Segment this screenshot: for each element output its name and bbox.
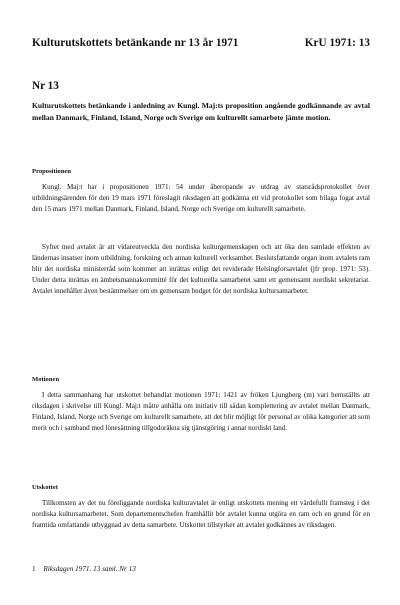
footer-source: Riksdagen 1971. 13 saml. Nr 13 [43,565,136,573]
paragraph: I detta sammanhang har utskottet behandlat motionen 1971: 1421 av fröken Ljungberg (m) vari hemställts att riksdagen i skrivelse till Kungl. Maj:t måtte anhålla om initiativ till sådan komplettering av avtalet mellan Danmark, Finland, Island, Norge och Sverige om kulturellt samarbete, att det blir möjligt för personal av olika kategorier att som merit och i samband med lönesättning tillgodoräkna sig tjänstgöring i annat nordiskt land. [32,391,370,433]
section-heading-utskottet: Utskottet [32,484,59,491]
section-heading-propositionen: Propositionen [32,168,72,175]
paragraph: Kungl. Maj:t har i propositionen 1971: 54 under åberopande av utdrag av statsrådsprotokollet över utbildningsärenden för den 19 mars 1971 föreslagit riksdagen att godkänna ett vid protokollet som bilaga fogat avtal den 15 mars 1971 mellan Danmark, Finland, Island, Norge och Sverige om kulturellt samarbete. [32,183,370,214]
document-title: Kulturutskottets betänkande i anledning av Kungl. Maj:ts proposition angående godkännande av avtal mellan Danmark, Finland, Island, Norge och Sverige om kulturellt samarbete jämte motion. [32,101,370,122]
paragraph: Tillkomsten av det nu föreliggande nordiska kulturavtalet är enligt utskottets mening ett värdefullt framsteg i det nordiska kultursamarbetet. Som departementschefen framhållit bör avtalet kunna utgöra en ram och en grund för en framtida omfattande utbyggnad av detta samarbete. Utskottet tillstyrker att avtalet godkännes av riksdagen. [32,499,370,530]
paragraph: Syftet med avtalet är att vidareutveckla den nordiska kulturgemenskapen och att öka den samlade effekten av ländernas insatser inom utbildning, forskning och annan kulturell verksamhet. Beslutsfattande organ inom avtalets ram blir det nordiska ministerråd som kommer att inrättas enligt det reviderade Helsingforsavtalet (jfr prop. 1971: 53). Under detta inrättas en ämbetsmannakommitté för det kulturella samarbetet samt ett gemensamt nordiskt sekretariat. Avtalet innehåller även bestämmelser om en gemensam budget för det nordiska kultursamarbetet. [32,243,370,296]
document-number: Nr 13 [32,80,59,92]
page-footer [32,565,136,573]
running-head-reference: KrU 1971: 13 [304,37,370,49]
document-page [32,0,370,605]
page-number: 1 [32,565,36,573]
section-heading-motionen: Motionen [32,376,60,383]
running-head-title: Kulturutskottets betänkande nr 13 år 1971 [32,37,239,49]
